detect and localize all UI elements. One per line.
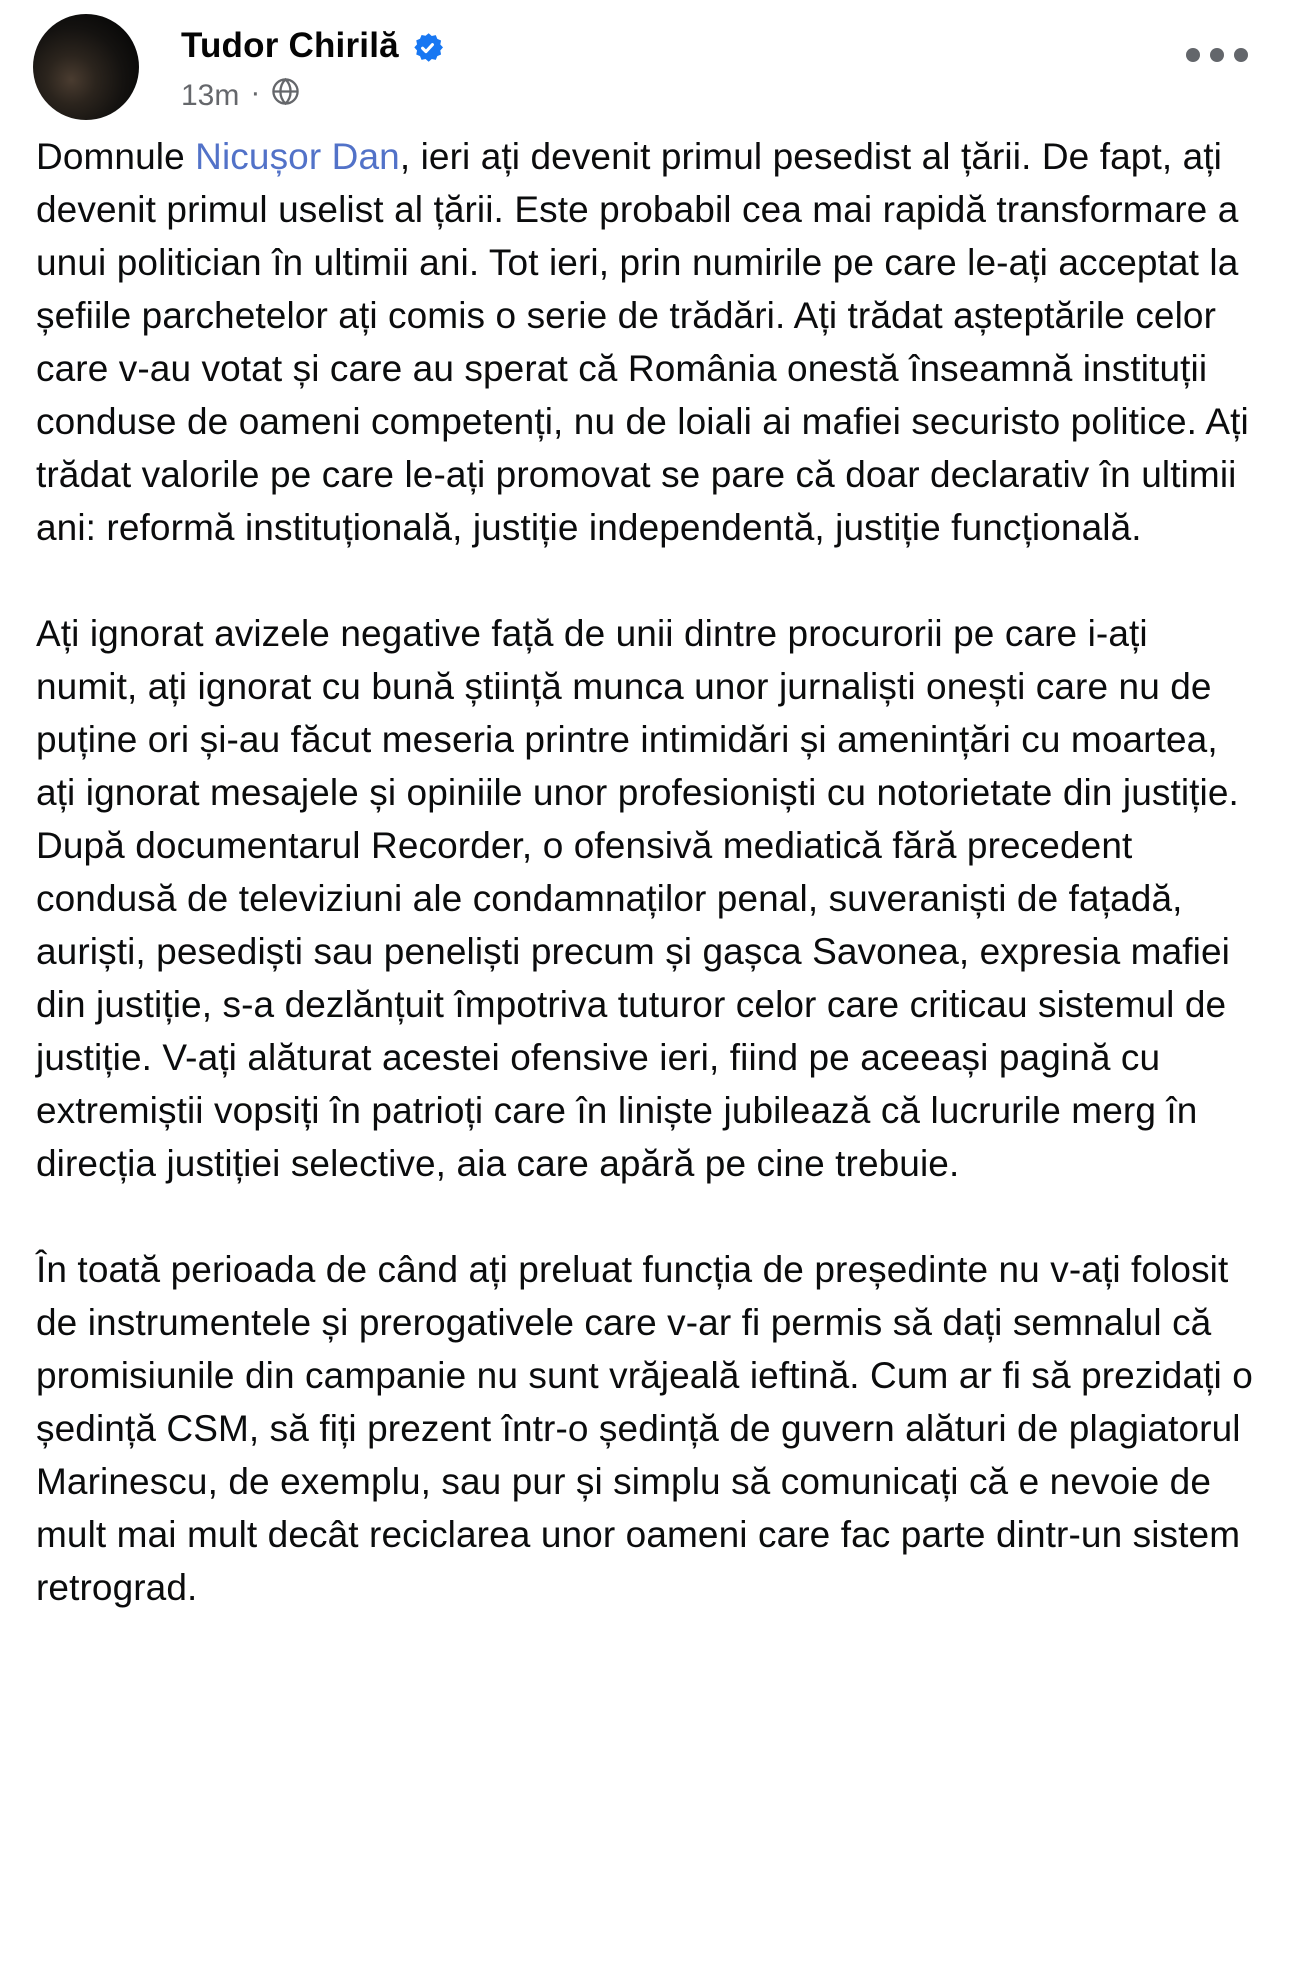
globe-public-icon xyxy=(271,77,300,114)
more-options-icon xyxy=(1234,48,1248,62)
post-body xyxy=(0,120,1290,1614)
more-options-button[interactable] xyxy=(1178,40,1256,70)
post-paragraph: Ați ignorat avizele negative față de unii dintre procurorii pe care i-ați numit, ați ignorat cu bună știință munca unor jurnaliști onești care nu de puține ori și-au făcut meseria printre intimidări și amenințări cu moartea, ați ignorat mesajele și opiniile unor profesioniști cu notorietate din justiție. După documentarul Recorder, o ofensivă mediatică fără precedent condusă de televiziuni ale condamnaților penal, suveraniști de fațadă, auriști, pesediști sau peneliști precum și gașca Savonea, expresia mafiei din justiție, s-a dezlănțuit împotriva tuturor celor care criticau sistemul de justiție. V-ați alăturat acestei ofensive ieri, fiind pe aceeași pagină cu extremiștii vopsiți în patrioți care în liniște jubilează că lucrurile merg în direcția justiției selective, aia care apără pe cine trebuie. xyxy=(36,613,1239,1184)
author-name-link[interactable]: Tudor Chirilă xyxy=(181,26,399,65)
meta-separator: · xyxy=(250,75,261,109)
post-paragraph: În toată perioada de când ați preluat funcția de președinte nu v-ați folosit de instrumentele și prerogativele care v-ar fi permis să dați semnalul că promisiunile din campanie nu sunt vrăjeală ieftină. Cum ar fi să prezidați o ședință CSM, să fiți prezent într-o ședință de guvern alături de plagiatorul Marinescu, de exemplu, sau pur și simplu să comunicați că e nevoie de mult mai mult decât reciclarea unor oameni care fac parte dintr-un sistem retrograd. xyxy=(36,1249,1253,1608)
more-options-icon xyxy=(1186,48,1200,62)
timestamp[interactable]: 13m xyxy=(181,78,240,112)
more-options-icon xyxy=(1210,48,1224,62)
paragraph-text: Domnule xyxy=(36,136,196,177)
verified-badge-icon xyxy=(412,32,443,63)
post-header xyxy=(0,0,1290,120)
header-info xyxy=(181,14,443,114)
post-paragraph xyxy=(36,130,1254,554)
paragraph-text: , ieri ați devenit primul pesedist al țării. De fapt, ați devenit primul uselist al țării. Este probabil cea mai rapidă transformare a unui politician în ultimii ani. Tot ieri, prin numirile pe care le-ați acceptat la șefiile parchetelor ați comis o serie de trădări. Ați trădat așteptările celor care v-au votat și care au sperat că România onestă înseamnă instituții conduse de oameni competenți, nu de loiali ai mafiei securisto politice. Ați trădat valorile pe care le-ați promovat se pare că doar declarativ în ultimii ani: reformă instituțională, justiție independentă, justiție funcțională. xyxy=(36,136,1249,548)
post-meta xyxy=(181,77,443,114)
mention-link-nicusor-dan[interactable]: Nicușor Dan xyxy=(195,136,400,177)
author-row xyxy=(181,26,443,66)
avatar[interactable] xyxy=(33,14,139,120)
